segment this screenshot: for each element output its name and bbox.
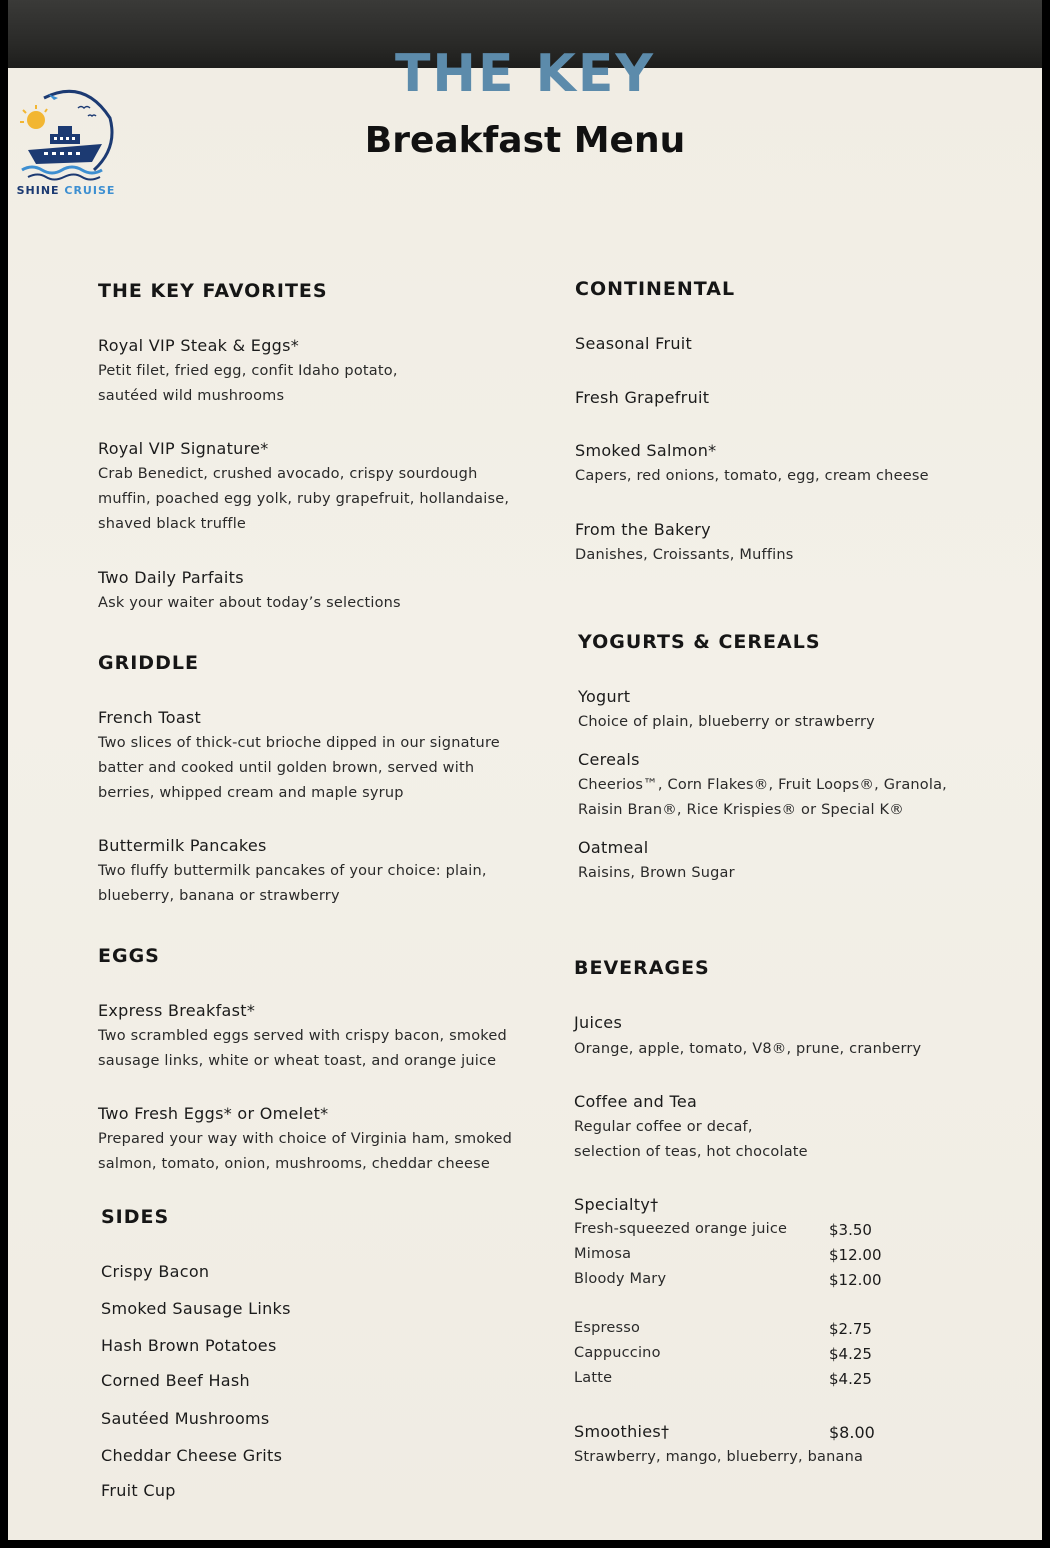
menu-item-name: From the Bakery bbox=[575, 520, 711, 539]
menu-item-name: Oatmeal bbox=[578, 838, 649, 857]
menu-item-name: Express Breakfast* bbox=[98, 1001, 256, 1020]
menu-item-name: Coffee and Tea bbox=[574, 1092, 698, 1111]
section-heading-continental: CONTINENTAL bbox=[575, 278, 736, 300]
section-heading-sides: SIDES bbox=[101, 1206, 170, 1228]
smoothies-price: $8.00 bbox=[829, 1423, 875, 1442]
menu-item-description: Two fluffy buttermilk pancakes of your choice: plain, blueberry, banana or strawberry bbox=[98, 863, 487, 904]
menu-item-description: Ask your waiter about today’s selections bbox=[98, 595, 401, 611]
side-item: Crispy Bacon bbox=[101, 1262, 210, 1281]
menu-item-name: Seasonal Fruit bbox=[575, 334, 693, 353]
smoothies-name: Smoothies† bbox=[574, 1422, 670, 1441]
menu-item-name: Juices bbox=[574, 1013, 623, 1032]
menu-paper bbox=[8, 52, 1042, 1540]
menu-item-name: Fresh Grapefruit bbox=[575, 388, 710, 407]
menu-item-name: Royal VIP Steak & Eggs* bbox=[98, 336, 300, 355]
menu-item-description: Prepared your way with choice of Virginia ham, smoked salmon, tomato, onion, mushrooms, cheddar cheese bbox=[98, 1131, 513, 1172]
price-item-name: Mimosa bbox=[574, 1246, 632, 1262]
specialty-heading: Specialty† bbox=[574, 1195, 659, 1214]
price-item-name: Espresso bbox=[574, 1320, 641, 1336]
side-item: Corned Beef Hash bbox=[101, 1371, 250, 1390]
logo-wordmark bbox=[14, 184, 118, 197]
smoothies-description: Strawberry, mango, blueberry, banana bbox=[574, 1449, 864, 1465]
menu-item-description: Capers, red onions, tomato, egg, cream cheese bbox=[575, 468, 929, 484]
logo-word-shine: SHINE bbox=[16, 184, 60, 197]
menu-item-name: Royal VIP Signature* bbox=[98, 439, 269, 458]
logo-word-cruise: CRUISE bbox=[64, 184, 116, 197]
price-item-name: Bloody Mary bbox=[574, 1271, 667, 1287]
menu-item-description: Raisins, Brown Sugar bbox=[578, 865, 735, 881]
price-item-price: $2.75 bbox=[829, 1320, 872, 1338]
price-item-price: $12.00 bbox=[829, 1271, 882, 1289]
price-item-price: $4.25 bbox=[829, 1370, 872, 1388]
side-item: Fruit Cup bbox=[101, 1481, 176, 1500]
price-item-name: Cappuccino bbox=[574, 1345, 661, 1361]
menu-item-description: Choice of plain, blueberry or strawberry bbox=[578, 714, 875, 730]
menu-item-description: Petit filet, fried egg, confit Idaho potato, sautéed wild mushrooms bbox=[98, 363, 398, 404]
price-item-price: $3.50 bbox=[829, 1221, 872, 1239]
section-heading-beverages: BEVERAGES bbox=[574, 957, 710, 979]
price-item-price: $12.00 bbox=[829, 1246, 882, 1264]
menu-item-description: Regular coffee or decaf, selection of teas, hot chocolate bbox=[574, 1119, 808, 1160]
section-heading-eggs: EGGS bbox=[98, 945, 160, 967]
page-title: Breakfast Menu bbox=[364, 120, 686, 161]
section-heading-griddle: GRIDDLE bbox=[98, 652, 199, 674]
section-heading-favorites: THE KEY FAVORITES bbox=[98, 280, 328, 302]
menu-item-name: French Toast bbox=[98, 708, 202, 727]
price-item-price: $4.25 bbox=[829, 1345, 872, 1363]
menu-item-description: Danishes, Croissants, Muffins bbox=[575, 547, 794, 563]
menu-item-description: Two scrambled eggs served with crispy bacon, smoked sausage links, white or wheat toast, and orange juice bbox=[98, 1028, 507, 1069]
price-item-name: Fresh-squeezed orange juice bbox=[574, 1221, 788, 1237]
side-item: Hash Brown Potatoes bbox=[101, 1336, 277, 1355]
menu-item-name: Two Daily Parfaits bbox=[98, 568, 244, 587]
side-item: Cheddar Cheese Grits bbox=[101, 1446, 283, 1465]
side-item: Sautéed Mushrooms bbox=[101, 1409, 270, 1428]
side-item: Smoked Sausage Links bbox=[101, 1299, 291, 1318]
menu-item-name: Buttermilk Pancakes bbox=[98, 836, 267, 855]
menu-item-name: Yogurt bbox=[578, 687, 631, 706]
menu-item-name: Cereals bbox=[578, 750, 640, 769]
menu-item-name: Two Fresh Eggs* or Omelet* bbox=[98, 1104, 329, 1123]
menu-item-description: Two slices of thick-cut brioche dipped in our signature batter and cooked until golden brown, served with berries, whipped cream and maple syrup bbox=[98, 735, 500, 801]
menu-item-name: Smoked Salmon* bbox=[575, 441, 717, 460]
price-item-name: Latte bbox=[574, 1370, 613, 1386]
menu-item-description: Orange, apple, tomato, V8®, prune, cranberry bbox=[574, 1041, 922, 1057]
brand-title: THE KEY bbox=[394, 52, 656, 96]
menu-item-description: Crab Benedict, crushed avocado, crispy sourdough muffin, poached egg yolk, ruby grapefruit, hollandaise, shaved black truffle bbox=[98, 466, 510, 532]
menu-item-description: Cheerios™, Corn Flakes®, Fruit Loops®, Granola, Raisin Bran®, Rice Krispies® or Special K® bbox=[578, 777, 947, 818]
section-heading-yogurts: YOGURTS & CEREALS bbox=[578, 631, 821, 653]
